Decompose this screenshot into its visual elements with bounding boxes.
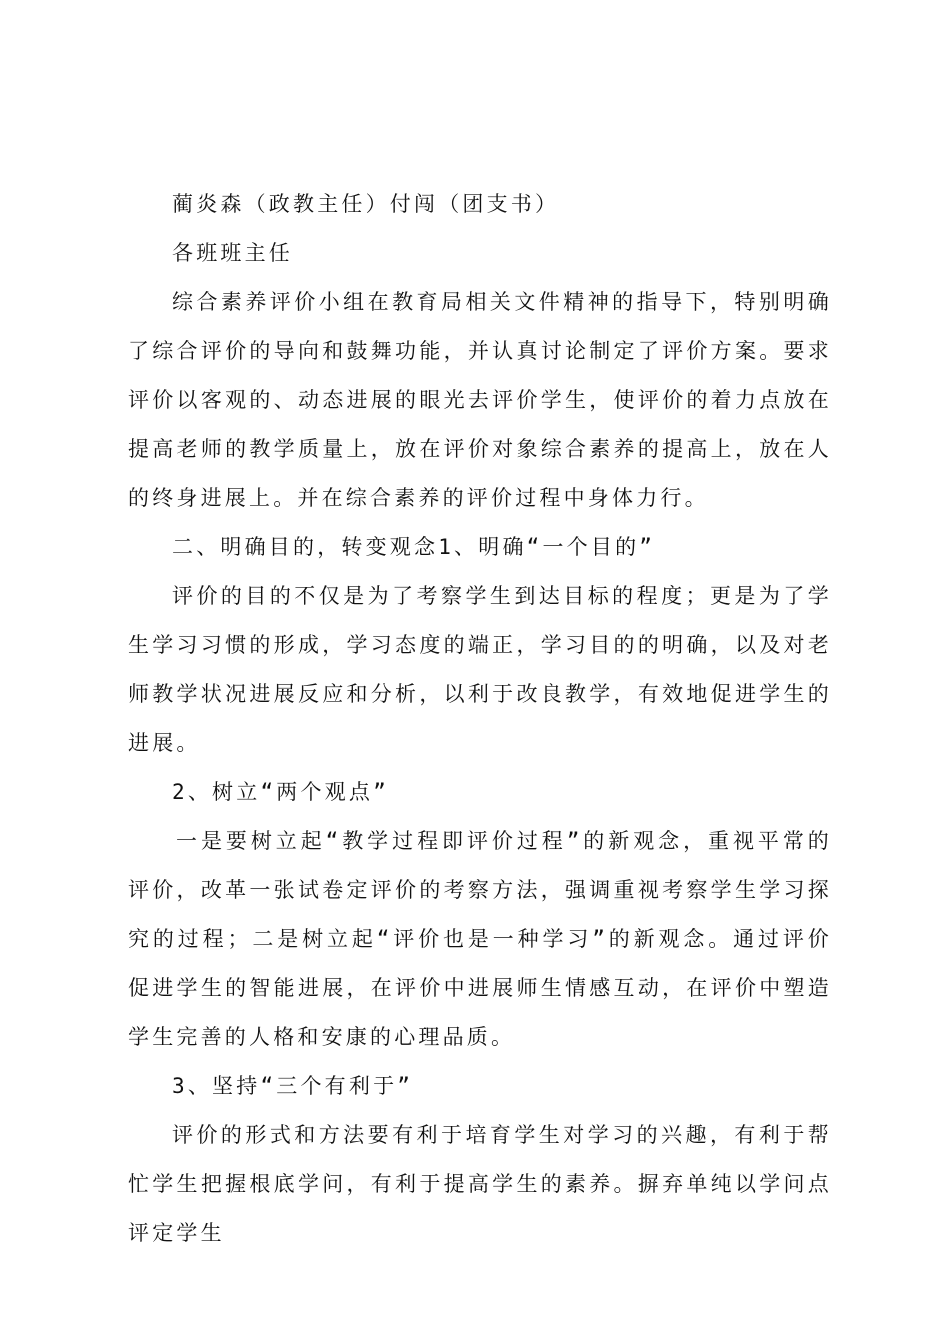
paragraph-two-viewpoints: 一是要树立起“教学过程即评价过程”的新观念，重视平常的评价，改革一张试卷定评价的考察方法，强调重视考察学生学习探究的过程；二是树立起“评价也是一种学习”的新观念。通过评价促进学生的智能进展，在评价中进展师生情感互动，在评价中塑造学生完善的人格和安康的心理品质。	[128, 829, 832, 1049]
paragraph-three-benefits: 评价的形式和方法要有利于培育学生对学习的兴趣，有利于帮忙学生把握根底学问，有利于提高学生的素养。摒弃单纯以学问点评定学生	[128, 1123, 832, 1245]
paragraph-three-benefits-heading: 3、坚持“三个有利于”	[172, 1074, 414, 1098]
paragraph-two-viewpoints-heading: 2、树立“两个观点”	[172, 780, 389, 804]
paragraph-class-teachers: 各班班主任	[172, 241, 293, 265]
paragraph-evaluation-purpose: 评价的目的不仅是为了考察学生到达目标的程度；更是为了学生学习习惯的形成，学习态度的端正，学习目的的明确，以及对老师教学状况进展反应和分析，以利于改良教学，有效地促进学生的进展。	[128, 584, 832, 755]
paragraph-section-two-heading: 二、明确目的，转变观念1、明确“一个目的”	[172, 535, 656, 559]
document-body	[128, 180, 832, 1258]
paragraph-staff-names: 蔺炎森（政教主任）付闯（团支书）	[172, 192, 560, 216]
paragraph-evaluation-group: 综合素养评价小组在教育局相关文件精神的指导下，特别明确了综合评价的导向和鼓舞功能，并认真讨论制定了评价方案。要求评价以客观的、动态进展的眼光去评价学生，使评价的着力点放在提高老师的教学质量上，放在评价对象综合素养的提高上，放在人的终身进展上。并在综合素养的评价过程中身体力行。	[128, 290, 832, 510]
